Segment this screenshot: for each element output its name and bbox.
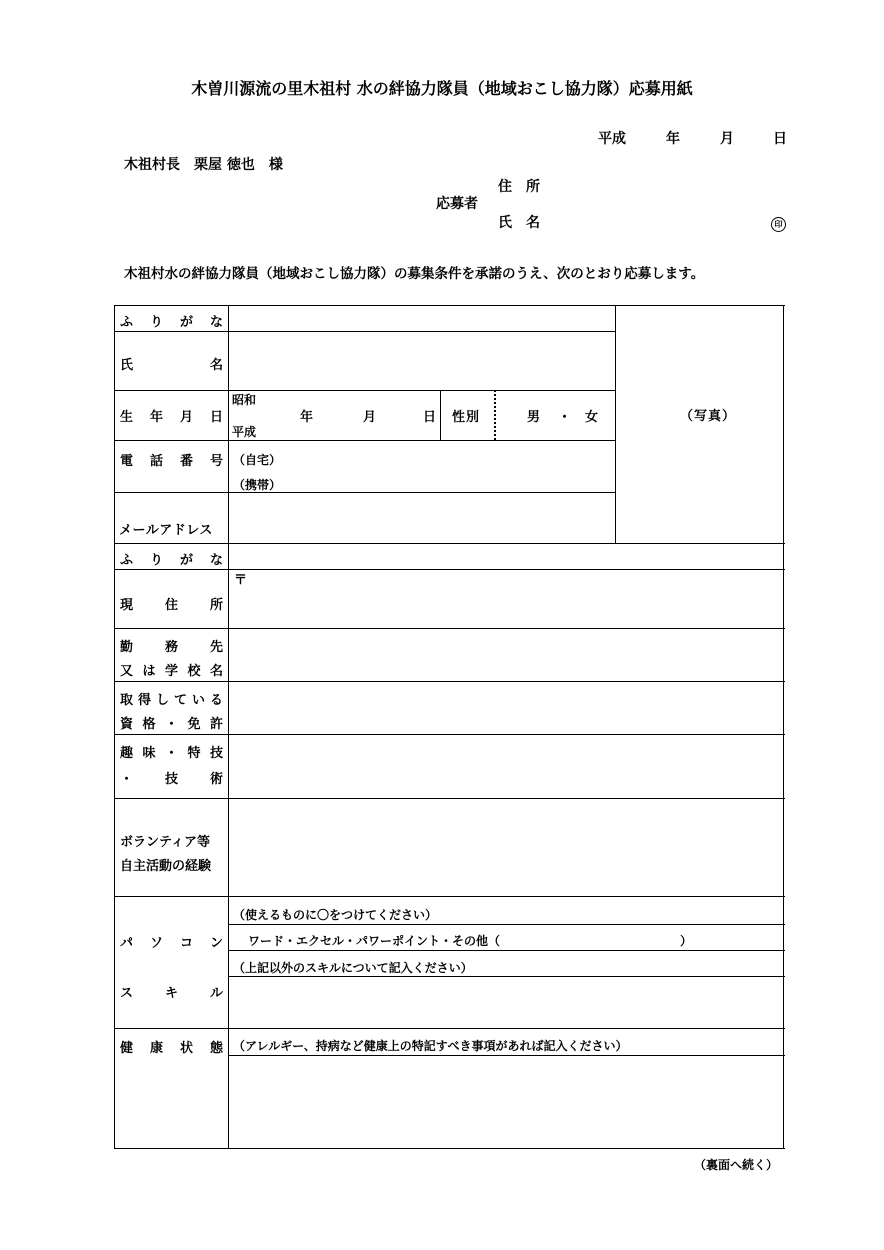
addressee: 木祖村長 栗屋 徳也 様 [124,157,283,173]
postal-mark: 〒 [234,573,249,588]
date-year: 年 [666,131,680,147]
birth-year: 年 [300,410,315,425]
volunteer-label-1: ボランティア等 [120,835,210,850]
pc-label-2: ス キ ル [120,986,223,1001]
work-field[interactable] [230,630,781,679]
photo-area[interactable] [617,307,781,541]
pc-note-2: （上記以外のスキルについて記入ください） [233,961,473,975]
work-label-2: 又 は 学 校 名 [120,664,223,679]
volunteer-field[interactable] [230,800,781,894]
pc-options-close: ） [680,934,693,948]
date-month: 月 [720,131,734,147]
phone-home-label: （自宅） [233,453,282,467]
gender-separator: ・ [558,410,573,425]
address-label: 現 住 所 [120,598,223,613]
furigana2-field[interactable] [230,545,781,567]
seal-mark [771,212,786,232]
hobby-field[interactable] [230,736,781,796]
phone-home-field[interactable] [290,449,613,469]
hobby-label-2: ・ 技 術 [120,772,223,787]
footer-continue: （裏面へ続く） [694,1158,779,1172]
address-field[interactable] [250,571,781,626]
name-label: 氏 名 [120,358,223,373]
birth-label: 生 年 月 日 [120,410,223,425]
applicant-address-label: 住 所 [498,179,540,195]
pc-label-1: パ ソ コ ン [120,936,223,951]
phone-mobile-label: （携帯） [233,478,282,492]
photo-placeholder: （写真） [680,409,737,424]
date-day: 日 [773,131,787,147]
qualification-field[interactable] [230,683,781,732]
work-label-1: 勤 務 先 [120,640,223,655]
applicant-name-label: 氏 名 [498,215,540,231]
pc-options[interactable]: ワード・エクセル・パワーポイント・その他（ [248,934,501,948]
health-label: 健 康 状 態 [120,1041,223,1056]
health-note: （アレルギー、持病など健康上の特記すべき事項があれば記入ください） [233,1039,628,1053]
form-title: 木曽川源流の里木祖村 水の絆協力隊員（地域おこし協力隊）応募用紙 [191,79,693,98]
intro-text: 木祖村水の絆協力隊員（地域おこし協力隊）の募集条件を承諾のうえ、次のとおり応募します。 [124,266,705,282]
pc-other-field[interactable] [230,978,781,1026]
qualification-label-2: 資 格 ・ 免 許 [120,717,223,732]
date-era: 平成 [598,131,626,147]
era-heisei: 平成 [232,425,257,439]
furigana-label: ふ り が な [120,315,223,330]
gender-label: 性別 [452,410,481,425]
gender-male[interactable]: 男 [527,410,542,425]
phone-label: 電 話 番 号 [120,454,223,469]
name-field[interactable] [230,333,613,388]
qualification-label-1: 取 得 し て い る [120,693,223,708]
furigana2-label: ふ り が な [120,553,223,568]
email-field[interactable] [230,494,613,541]
volunteer-label-2: 自主活動の経験 [120,859,212,874]
pc-note-1: （使えるものに〇をつけてください） [233,908,438,922]
health-field[interactable] [230,1057,781,1146]
hobby-label-1: 趣 味 ・ 特 技 [120,746,223,761]
birth-day: 日 [423,410,438,425]
email-label: メールアドレス [119,523,213,538]
seal-icon: 印 [771,217,786,232]
furigana-field[interactable] [230,307,613,329]
birth-month: 月 [363,410,378,425]
applicant-label: 応募者 [436,196,478,212]
gender-female[interactable]: 女 [585,410,600,425]
era-showa: 昭和 [232,393,257,407]
phone-mobile-field[interactable] [290,472,613,490]
